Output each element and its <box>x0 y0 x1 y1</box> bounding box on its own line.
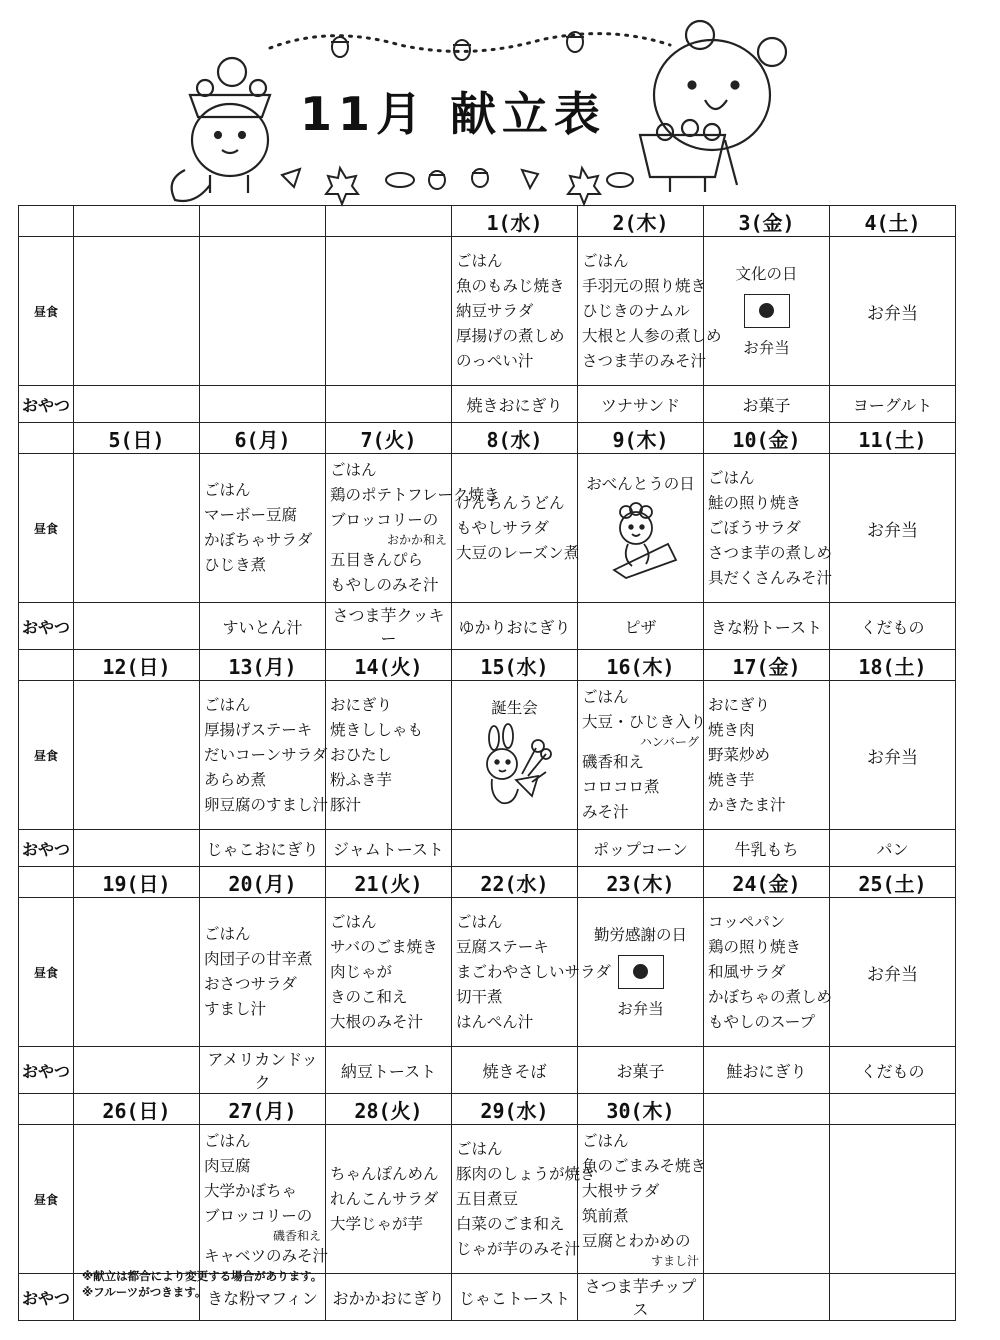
menu-item: かぼちゃの煮しめ <box>708 987 833 1006</box>
date-cell: 3(金) <box>704 206 830 237</box>
date-cell: 9(木) <box>578 423 704 454</box>
page-title: 11月 献立表 <box>300 87 607 141</box>
lunch-cell <box>452 1125 596 1274</box>
lunch-cell <box>452 898 611 1047</box>
lunch-label: 昼食 <box>19 454 74 603</box>
lunch-cell <box>326 1125 452 1274</box>
menu-item: さつま芋の煮しめ <box>708 543 833 562</box>
notes <box>82 1268 322 1300</box>
menu-item: 肉じゃが <box>330 962 393 981</box>
snack-cell: くだもの <box>830 603 956 650</box>
menu-item: すまし汁 <box>650 1254 699 1268</box>
menu-item: 卵豆腐のすまし汁 <box>204 795 329 814</box>
snack-cell: ピザ <box>578 603 704 650</box>
lunch-cell <box>452 454 578 603</box>
date-cell: 30(木) <box>578 1094 704 1125</box>
menu-item: ごはん <box>456 1139 503 1158</box>
menu-item: ごはん <box>204 1132 251 1150</box>
menu-item: ごはん <box>204 481 251 499</box>
date-cell: 5(日) <box>74 423 200 454</box>
snack-cell: ゆかりおにぎり <box>452 603 578 650</box>
date-cell: 1(水) <box>452 206 578 237</box>
menu-item: ごはん <box>204 695 251 714</box>
lunch-cell <box>452 237 578 386</box>
date-cell <box>200 206 326 237</box>
lunch-cell-bento: お弁当 <box>830 237 956 386</box>
label-cell-empty <box>19 423 74 454</box>
snack-label: おやつ <box>19 1047 74 1094</box>
lunch-label: 昼食 <box>19 898 74 1047</box>
date-cell: 6(月) <box>200 423 326 454</box>
snack-cell: じゃこトースト <box>452 1274 578 1321</box>
menu-table <box>18 205 956 1321</box>
lunch-cell <box>578 1125 707 1274</box>
lunch-cell <box>704 898 833 1047</box>
menu-item: ごぼうサラダ <box>708 518 801 537</box>
date-cell: 17(金) <box>704 650 830 681</box>
menu-item: 豚肉のしょうが焼き <box>456 1164 596 1183</box>
menu-item: 手羽元の照り焼き <box>582 276 707 295</box>
date-cell: 26(日) <box>74 1094 200 1125</box>
menu-item: ごはん <box>330 461 377 479</box>
date-cell: 24(金) <box>704 867 830 898</box>
menu-item: ブロッコリーの <box>204 1207 313 1225</box>
menu-item: だいコーンサラダ <box>204 745 328 764</box>
snack-label: おやつ <box>19 386 74 423</box>
menu-item: みそ汁 <box>582 803 629 821</box>
snack-cell: ジャムトースト <box>326 830 452 867</box>
squirrel-illustration <box>172 58 270 201</box>
menu-item: じゃが芋のみそ汁 <box>456 1239 581 1258</box>
menu-item: 大根サラダ <box>582 1182 660 1200</box>
snack-label: おやつ <box>19 603 74 650</box>
menu-item: サバのごま焼き <box>330 937 438 956</box>
snack-cell <box>74 603 200 650</box>
menu-item: 鶏のポテトフレーク焼き <box>330 486 500 504</box>
menu-item: 肉豆腐 <box>204 1157 251 1175</box>
lunch-row <box>19 237 956 386</box>
lunch-label: 昼食 <box>19 681 74 830</box>
menu-item: 具だくさんみそ汁 <box>708 568 833 587</box>
menu-item: 磯香和え <box>582 753 645 771</box>
menu-item: コロコロ煮 <box>582 778 660 796</box>
menu-item: ごはん <box>582 1132 629 1150</box>
snack-cell: すいとん汁 <box>200 603 326 650</box>
menu-item: 野菜炒め <box>708 745 771 764</box>
menu-item: ごはん <box>708 468 755 487</box>
menu-item: 厚揚げの煮しめ <box>456 326 565 345</box>
date-cell: 19(日) <box>74 867 200 898</box>
lunch-cell <box>200 237 326 386</box>
snack-label: おやつ <box>19 830 74 867</box>
leaf-row-icon <box>282 168 633 204</box>
menu-item: ごはん <box>582 688 629 706</box>
lunch-cell-bento: お弁当 <box>830 454 956 603</box>
lunch-cell <box>578 681 707 830</box>
menu-item: きのこ和え <box>330 987 408 1006</box>
menu-item: マーボー豆腐 <box>204 506 298 524</box>
menu-item: はんぺん汁 <box>456 1012 534 1031</box>
lunch-cell <box>74 454 200 603</box>
lunch-row <box>19 454 956 603</box>
menu-item: のっぺい汁 <box>456 351 534 370</box>
snack-cell <box>830 1274 956 1321</box>
menu-item: ごはん <box>582 251 629 270</box>
date-cell: 2(木) <box>578 206 704 237</box>
menu-item: ひじき煮 <box>204 556 267 574</box>
menu-item: キャベツのみそ汁 <box>204 1247 329 1265</box>
menu-item: 豆腐とわかめの <box>582 1232 691 1250</box>
date-cell: 8(水) <box>452 423 578 454</box>
snack-row <box>19 1047 956 1094</box>
snack-cell: きな粉マフィン <box>200 1274 326 1321</box>
date-cell: 11(土) <box>830 423 956 454</box>
date-cell <box>74 206 200 237</box>
label-cell-empty <box>19 867 74 898</box>
lunch-label: 昼食 <box>19 1125 74 1274</box>
date-cell: 10(金) <box>704 423 830 454</box>
lunch-cell <box>326 898 452 1047</box>
snack-cell <box>200 386 326 423</box>
menu-item: れんこんサラダ <box>330 1189 439 1208</box>
menu-item: 五目きんぴら <box>330 551 424 569</box>
snack-label: おやつ <box>19 1274 74 1321</box>
snack-cell: おかかおにぎり <box>326 1274 452 1321</box>
snack-cell: さつま芋チップス <box>578 1274 704 1321</box>
menu-item: 五目煮豆 <box>456 1189 519 1208</box>
menu-item: すまし汁 <box>204 1000 267 1018</box>
date-row <box>19 423 956 454</box>
lunch-cell <box>200 681 329 830</box>
snack-cell <box>74 830 200 867</box>
snack-cell: ヨーグルト <box>830 386 956 423</box>
date-row <box>19 1094 956 1125</box>
date-cell: 22(水) <box>452 867 578 898</box>
menu-item: 厚揚げステーキ <box>204 720 313 739</box>
lunch-cell <box>578 237 722 386</box>
header <box>0 0 1000 205</box>
lunch-cell <box>200 1125 329 1274</box>
lunch-cell <box>74 237 200 386</box>
lunch-cell <box>704 681 830 830</box>
date-cell: 12(日) <box>74 650 200 681</box>
menu-item: おひたし <box>330 745 393 764</box>
menu-item: けんちんうどん <box>456 493 565 512</box>
snack-cell: さつま芋クッキー <box>326 603 452 650</box>
menu-item: ごはん <box>330 912 377 931</box>
date-cell: 28(火) <box>326 1094 452 1125</box>
snack-cell: 焼きそば <box>452 1047 578 1094</box>
date-row <box>19 867 956 898</box>
snack-cell: お菓子 <box>704 386 830 423</box>
lunch-cell-special <box>704 237 830 386</box>
menu-item: ひじきのナムル <box>582 301 690 320</box>
menu-item: 魚のごまみそ焼き <box>582 1157 707 1175</box>
label-cell-empty <box>19 206 74 237</box>
menu-item: おにぎり <box>708 695 771 714</box>
menu-item: 肉団子の甘辛煮 <box>204 950 313 968</box>
date-row <box>19 650 956 681</box>
snack-cell: 納豆トースト <box>326 1047 452 1094</box>
menu-item: コッペパン <box>708 912 786 931</box>
lunch-row <box>19 1125 956 1274</box>
lunch-cell-bento: お弁当 <box>830 898 956 1047</box>
bunny-illustration <box>470 724 560 810</box>
menu-item: ブロッコリーの <box>330 511 439 529</box>
menu-item: 焼き肉 <box>708 720 755 739</box>
date-cell: 20(月) <box>200 867 326 898</box>
lunch-cell <box>326 454 500 603</box>
lunch-cell <box>200 454 326 603</box>
date-cell: 13(月) <box>200 650 326 681</box>
menu-item: 和風サラダ <box>708 962 786 981</box>
menu-item: 大根のみそ汁 <box>330 1012 424 1031</box>
menu-item: 鮭の照り焼き <box>708 493 802 512</box>
date-cell <box>830 1094 956 1125</box>
snack-cell: ポップコーン <box>578 830 704 867</box>
snack-cell <box>74 386 200 423</box>
lunch-cell-bento: お弁当 <box>830 681 956 830</box>
menu-item: 磯香和え <box>272 1229 321 1243</box>
date-cell: 23(木) <box>578 867 704 898</box>
menu-item: もやしのスープ <box>708 1012 815 1031</box>
special-event-note: お弁当 <box>743 339 790 357</box>
snack-cell: パン <box>830 830 956 867</box>
lunch-cell <box>704 454 833 603</box>
date-cell: 16(木) <box>578 650 704 681</box>
snack-cell: 牛乳もち <box>704 830 830 867</box>
date-cell: 14(火) <box>326 650 452 681</box>
menu-item: あらめ煮 <box>204 770 267 789</box>
menu-item: 粉ふき芋 <box>330 770 393 789</box>
menu-item: 大豆・ひじき入り <box>582 713 707 731</box>
menu-item: かぼちゃサラダ <box>204 531 313 549</box>
snack-cell: お菓子 <box>578 1047 704 1094</box>
menu-item: かきたま汁 <box>708 795 786 814</box>
lunch-cell-special <box>452 681 578 830</box>
menu-item: ごはん <box>456 912 503 931</box>
menu-item: さつま芋のみそ汁 <box>582 351 707 370</box>
menu-item: ハンバーグ <box>639 735 699 749</box>
date-cell: 4(土) <box>830 206 956 237</box>
menu-item: 焼きししゃも <box>330 720 424 739</box>
note-line: ※フルーツがつきます。 <box>82 1285 207 1299</box>
lunch-cell <box>74 898 200 1047</box>
lunch-cell <box>326 237 452 386</box>
special-event-title: 誕生会 <box>491 699 538 717</box>
date-cell: 15(水) <box>452 650 578 681</box>
menu-item: 魚のもみじ焼き <box>456 276 565 295</box>
menu-item: 大豆のレーズン煮 <box>456 543 580 562</box>
menu-item: 筑前煮 <box>582 1207 629 1225</box>
menu-item: 白菜のごま和え <box>456 1214 565 1233</box>
special-event-title: 勤労感謝の日 <box>593 926 687 944</box>
menu-item: 大学じゃが芋 <box>330 1214 424 1233</box>
date-row <box>19 206 956 237</box>
lunch-cell <box>830 1125 956 1274</box>
menu-item: 豚汁 <box>330 795 362 814</box>
menu-item: 大根と人参の煮しめ <box>582 326 722 345</box>
girl-illustration <box>596 500 686 580</box>
menu-item: おかか和え <box>386 533 447 547</box>
snack-cell: 焼きおにぎり <box>452 386 578 423</box>
snack-cell: ツナサンド <box>578 386 704 423</box>
note-line: ※献立は都合により変更する場合があります。 <box>82 1269 323 1283</box>
menu-item: もやしのみそ汁 <box>330 576 439 594</box>
snack-cell <box>74 1047 200 1094</box>
menu-item: ごはん <box>204 925 251 943</box>
japan-flag-icon <box>744 294 790 328</box>
date-cell: 27(月) <box>200 1094 326 1125</box>
date-cell <box>704 1094 830 1125</box>
lunch-cell <box>704 1125 830 1274</box>
acorn-icon <box>331 32 584 60</box>
snack-cell: 鮭おにぎり <box>704 1047 830 1094</box>
lunch-row <box>19 681 956 830</box>
lunch-label: 昼食 <box>19 237 74 386</box>
snack-cell <box>326 386 452 423</box>
snack-cell <box>704 1274 830 1321</box>
snack-cell: くだもの <box>830 1047 956 1094</box>
date-cell: 18(土) <box>830 650 956 681</box>
japan-flag-icon <box>618 955 664 989</box>
date-cell: 21(火) <box>326 867 452 898</box>
menu-item: 豆腐ステーキ <box>456 937 549 956</box>
menu-item: 鶏の照り焼き <box>708 937 802 956</box>
date-cell <box>326 206 452 237</box>
date-cell: 29(水) <box>452 1094 578 1125</box>
menu-item: おにぎり <box>330 695 393 714</box>
label-cell-empty <box>19 1094 74 1125</box>
special-event-title: 文化の日 <box>735 265 798 283</box>
menu-item: おさつサラダ <box>204 975 297 993</box>
snack-cell: じゃこおにぎり <box>200 830 326 867</box>
snack-cell: きな粉トースト <box>704 603 830 650</box>
snack-cell <box>452 830 578 867</box>
date-cell: 7(火) <box>326 423 452 454</box>
lunch-cell <box>326 681 452 830</box>
menu-item: ごはん <box>456 251 503 270</box>
menu-item: もやしサラダ <box>456 518 549 537</box>
menu-item: 納豆サラダ <box>456 301 534 320</box>
lunch-cell <box>200 898 326 1047</box>
snack-cell: アメリカンドック <box>200 1047 326 1094</box>
snack-row <box>19 386 956 423</box>
bear-illustration <box>640 21 786 192</box>
special-event-title: おべんとうの日 <box>586 475 695 493</box>
label-cell-empty <box>19 650 74 681</box>
snack-row <box>19 830 956 867</box>
menu-item: 切干煮 <box>456 987 503 1006</box>
lunch-row <box>19 898 956 1047</box>
snack-row <box>19 603 956 650</box>
menu-item: 大学かぼちゃ <box>204 1182 298 1200</box>
special-event-note: お弁当 <box>617 1000 664 1018</box>
menu-item: まごわやさしいサラダ <box>456 962 611 981</box>
menu-item: 焼き芋 <box>708 770 755 789</box>
menu-item: ちゃんぽんめん <box>330 1164 439 1183</box>
lunch-cell <box>74 1125 200 1274</box>
lunch-cell <box>74 681 200 830</box>
date-cell: 25(土) <box>830 867 956 898</box>
lunch-cell-special <box>578 454 704 603</box>
